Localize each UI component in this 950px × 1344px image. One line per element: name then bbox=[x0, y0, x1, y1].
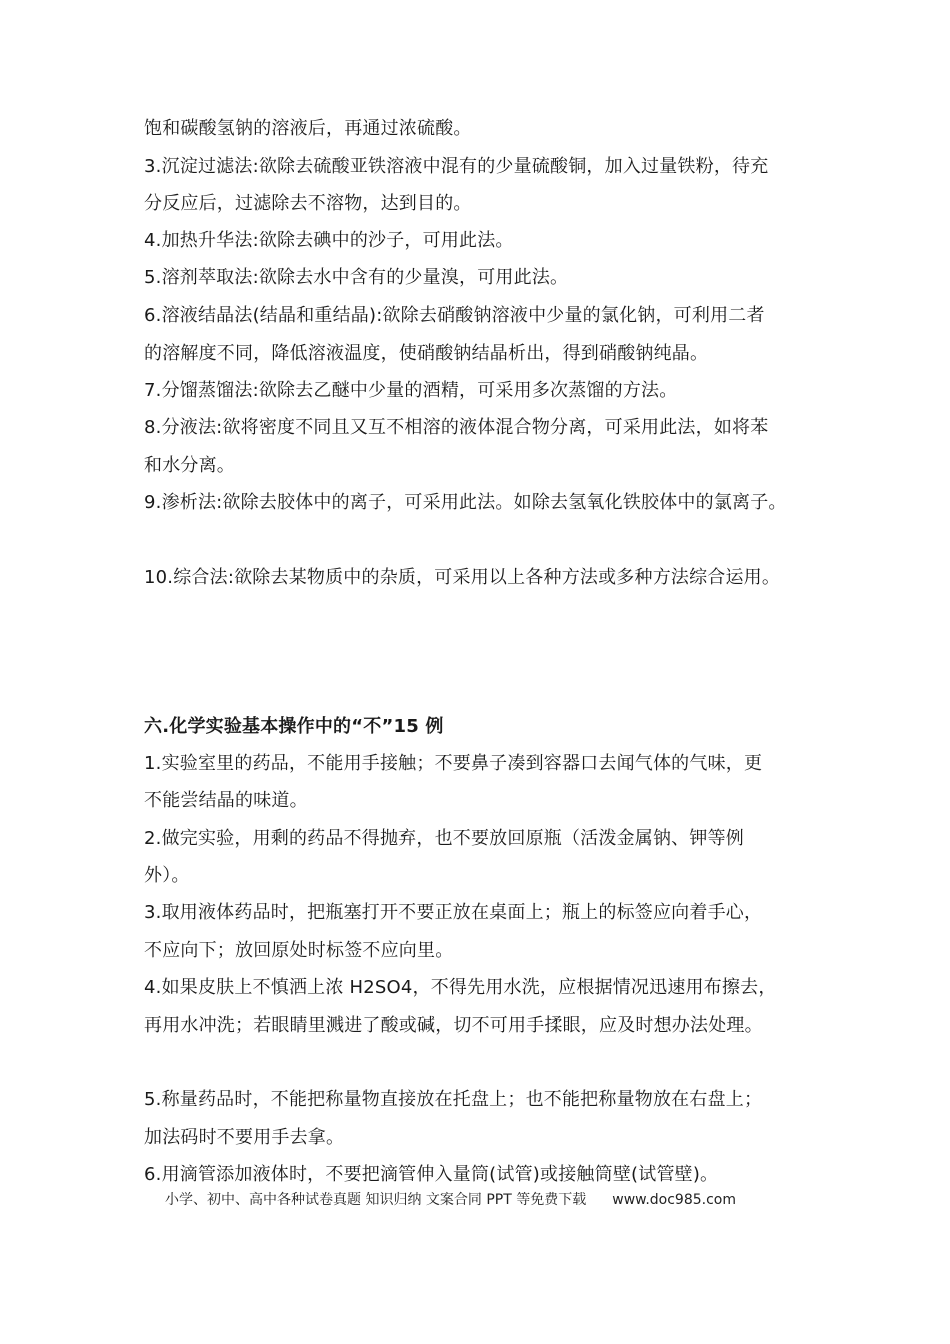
page-footer bbox=[165, 1190, 736, 1210]
text-line: 的溶解度不同，降低溶液温度，使硝酸钠结晶析出，得到硝酸钠纯晶。 bbox=[144, 343, 709, 364]
text-line: 3.沉淀过滤法:欲除去硫酸亚铁溶液中混有的少量硫酸铜，加入过量铁粉，待充 bbox=[144, 156, 769, 177]
text-line: 不应向下；放回原处时标签不应向里。 bbox=[144, 940, 454, 961]
text-line: 再用水冲洗；若眼睛里溅进了酸或碱，切不可用手揉眼，应及时想办法处理。 bbox=[144, 1015, 763, 1036]
text-line: 饱和碳酸氢钠的溶液后，再通过浓硫酸。 bbox=[144, 118, 472, 139]
text-line: 和水分离。 bbox=[144, 455, 235, 476]
text-line: 7.分馏蒸馏法:欲除去乙醚中少量的酒精，可采用多次蒸馏的方法。 bbox=[144, 380, 678, 401]
text-line: 3.取用液体药品时，把瓶塞打开不要正放在桌面上；瓶上的标签应向着手心， bbox=[144, 902, 763, 923]
text-line: 9.渗析法:欲除去胶体中的离子，可采用此法。如除去氢氧化铁胶体中的氯离子。 bbox=[144, 492, 787, 513]
text-line: 外）。 bbox=[144, 865, 190, 886]
text-line: 4.如果皮肤上不慎洒上浓 H2SO4，不得先用水洗，应根据情况迅速用布擦去， bbox=[144, 977, 777, 998]
text-line: 不能尝结晶的味道。 bbox=[144, 790, 308, 811]
footer-text: 小学、初中、高中各种试卷真题 知识归纳 文案合同 PPT 等免费下载 bbox=[165, 1192, 587, 1208]
text-line: 5.称量药品时，不能把称量物直接放在托盘上；也不能把称量物放在右盘上； bbox=[144, 1089, 763, 1110]
footer-site-link[interactable]: www.doc985.com bbox=[612, 1192, 736, 1208]
text-line: 4.加热升华法:欲除去碘中的沙子，可用此法。 bbox=[144, 230, 514, 251]
text-line: 10.综合法:欲除去某物质中的杂质，可采用以上各种方法或多种方法综合运用。 bbox=[144, 567, 781, 588]
text-line: 6.溶液结晶法(结晶和重结晶):欲除去硝酸钠溶液中少量的氯化钠，可利用二者 bbox=[144, 305, 765, 326]
text-line: 8.分液法:欲将密度不同且又互不相溶的液体混合物分离，可采用此法，如将苯 bbox=[144, 417, 769, 438]
text-line: 6.用滴管添加液体时，不要把滴管伸入量筒(试管)或接触筒壁(试管壁)。 bbox=[144, 1164, 719, 1185]
text-line: 5.溶剂萃取法:欲除去水中含有的少量溴，可用此法。 bbox=[144, 267, 569, 288]
text-line: 2.做完实验，用剩的药品不得抛弃，也不要放回原瓶（活泼金属钠、钾等例 bbox=[144, 828, 744, 849]
section-heading: 六.化学实验基本操作中的“不”15 例 bbox=[144, 716, 444, 737]
text-line: 加法码时不要用手去拿。 bbox=[144, 1127, 345, 1148]
text-line: 1.实验室里的药品，不能用手接触；不要鼻子凑到容器口去闻气体的气味，更 bbox=[144, 753, 763, 774]
text-line: 分反应后，过滤除去不溶物，达到目的。 bbox=[144, 193, 472, 214]
